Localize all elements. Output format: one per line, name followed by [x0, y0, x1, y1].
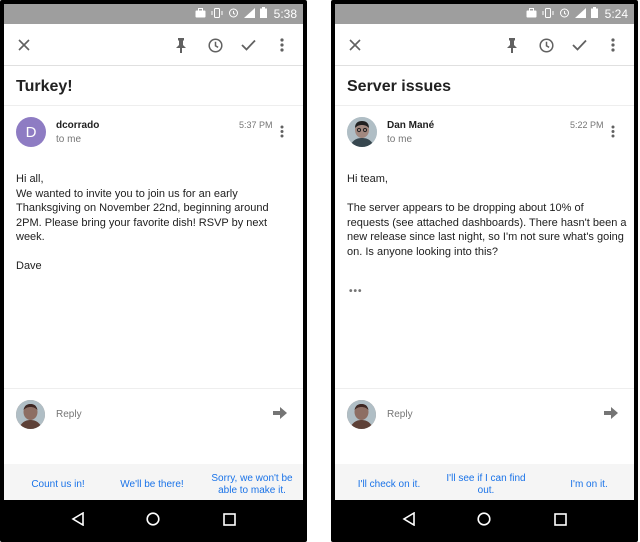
- message-toolbar: [4, 24, 303, 66]
- system-nav-bar: [335, 500, 634, 538]
- pin-icon[interactable]: [165, 24, 197, 66]
- back-icon[interactable]: [400, 510, 418, 528]
- send-arrow-icon[interactable]: [603, 405, 619, 421]
- recents-icon[interactable]: [220, 510, 238, 528]
- smart-reply-button[interactable]: I'll check on it.: [357, 479, 421, 490]
- more-vert-icon[interactable]: [266, 24, 298, 66]
- user-avatar: [347, 400, 376, 429]
- status-time: 5:24: [604, 7, 628, 21]
- smart-reply-button[interactable]: We'll be there!: [120, 479, 184, 490]
- status-time: 5:38: [273, 7, 297, 21]
- message-time: 5:37 PM: [239, 120, 273, 130]
- smart-reply-button[interactable]: Sorry, we won't be able to make it.: [211, 473, 293, 496]
- battery-icon: [260, 7, 267, 21]
- email-screen-server-issues: [331, 0, 638, 542]
- recents-icon[interactable]: [551, 510, 569, 528]
- email-subject: Turkey!: [16, 78, 73, 95]
- sender-name: Dan Mané: [387, 120, 435, 131]
- send-arrow-icon[interactable]: [272, 405, 288, 421]
- smart-reply-button[interactable]: I'm on it.: [570, 479, 608, 490]
- alarm-icon: [228, 7, 239, 21]
- briefcase-icon: [526, 8, 537, 21]
- email-body: Hi team, The server appears to be dropping about 10% of requests (see attached dashboards). There hasn't been a new release since last night, so I'm not sure what's going on. Is anyone looking into this?: [347, 173, 627, 258]
- vibrate-icon: [211, 8, 223, 21]
- briefcase-icon: [195, 8, 206, 21]
- smart-reply-button[interactable]: I'll see if I can find out.: [446, 473, 526, 496]
- avatar[interactable]: [16, 117, 46, 147]
- close-icon[interactable]: [339, 24, 371, 66]
- check-icon[interactable]: [563, 24, 595, 66]
- signal-icon: [244, 8, 255, 21]
- alarm-icon: [559, 7, 570, 21]
- vibrate-icon: [542, 8, 554, 21]
- email-screen-turkey: [0, 0, 307, 542]
- snooze-icon[interactable]: [530, 24, 562, 66]
- message-more-icon[interactable]: [607, 123, 619, 139]
- recipient-label[interactable]: to me: [387, 134, 413, 145]
- battery-icon: [591, 7, 598, 21]
- sender-name: dcorrado: [56, 120, 100, 131]
- show-trimmed-content-button[interactable]: •••: [349, 286, 363, 297]
- message-toolbar: [335, 24, 634, 66]
- message-more-icon[interactable]: [276, 123, 288, 139]
- recipient-label[interactable]: to me: [56, 134, 82, 145]
- divider: [4, 388, 303, 389]
- email-body: Hi all, We wanted to invite you to join us for an early Thanksgiving on November 22nd, beginning around 2PM. Please bring your favorite dish! RSVP by next week. Dave: [16, 173, 269, 272]
- close-icon[interactable]: [8, 24, 40, 66]
- divider: [4, 105, 303, 106]
- email-subject: Server issues: [347, 78, 452, 95]
- user-avatar: [16, 400, 45, 429]
- divider: [335, 105, 634, 106]
- home-icon[interactable]: [475, 510, 493, 528]
- reply-field[interactable]: Reply: [56, 409, 82, 420]
- home-icon[interactable]: [144, 510, 162, 528]
- message-time: 5:22 PM: [570, 120, 604, 130]
- status-bar: [4, 4, 303, 24]
- avatar-letter: D: [25, 123, 37, 141]
- more-vert-icon[interactable]: [597, 24, 629, 66]
- snooze-icon[interactable]: [199, 24, 231, 66]
- back-icon[interactable]: [69, 510, 87, 528]
- pin-icon[interactable]: [496, 24, 528, 66]
- avatar[interactable]: [347, 117, 377, 147]
- status-bar: [335, 4, 634, 24]
- signal-icon: [575, 8, 586, 21]
- divider: [335, 388, 634, 389]
- system-nav-bar: [4, 500, 303, 538]
- check-icon[interactable]: [232, 24, 264, 66]
- smart-reply-button[interactable]: Count us in!: [31, 479, 85, 490]
- reply-field[interactable]: Reply: [387, 409, 413, 420]
